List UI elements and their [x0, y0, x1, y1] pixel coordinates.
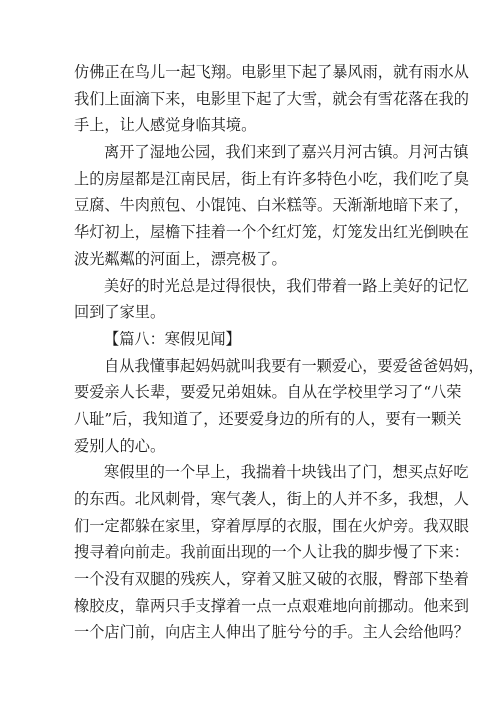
text-line: 爱别人的心。 [74, 436, 166, 455]
text-line: 橡胶皮，靠两只手支撑着一点一点艰难地向前挪动。他来到 [74, 596, 469, 615]
text-line: 搜寻着向前走。我前面出现的一个人让我的脚步慢了下来： [74, 543, 469, 562]
text-line: 要爱亲人长辈，要爱兄弟姐妹。自从在学校里学习了“八荣 [74, 383, 462, 402]
text-line: 手上，让人感觉身临其境。 [74, 116, 257, 135]
paragraph-first-line: 美好的时光总是过得很快，我们带着一路上美好的记忆 [104, 276, 469, 295]
text-line: 华灯初上，屋檐下挂着一个个红灯笼，灯笼发出红光倒映在 [74, 223, 469, 242]
article-body [74, 59, 484, 646]
text-line: 一个店门前，向店主人伸出了脏兮兮的手。主人会给他吗？ [74, 623, 469, 642]
text-line: 上的房屋都是江南民居，街上有许多特色小吃，我们吃了臭 [74, 169, 469, 188]
text-line: 仿佛正在鸟儿一起飞翔。电影里下起了暴风雨，就有雨水从 [74, 63, 469, 81]
paragraph-first-line: 寒假里的一个早上，我揣着十块钱出了门，想买点好吃 [104, 463, 469, 482]
text-line: 一个没有双腿的残疾人，穿着又脏又破的衣服，臀部下垫着 [74, 570, 469, 589]
text-line: 们一定都躲在家里，穿着厚厚的衣服，围在火炉旁。我双眼 [74, 516, 469, 535]
paragraph-first-line: 自从我懂事起妈妈就叫我要有一颗爱心，要爱爸爸妈妈， [104, 356, 484, 375]
text-line: 波光粼粼的河面上，漂亮极了。 [74, 249, 287, 268]
text-line: 八耻”后，我知道了，还要爱身边的所有的人，要有一颗关 [74, 409, 462, 428]
text-line: 豆腐、牛肉煎包、小馄饨、白米糕等。天渐渐地暗下来了， [74, 196, 469, 215]
paragraph-first-line: 离开了湿地公园，我们来到了嘉兴月河古镇。月河古镇 [104, 143, 469, 162]
section-heading: 【篇八：寒假见闻】 [104, 329, 241, 348]
text-line: 的东西。北风刺骨，寒气袭人，街上的人并不多，我想，人 [74, 490, 469, 508]
text-line: 我们上面滴下来，电影里下起了大雪，就会有雪花落在我的 [74, 89, 469, 108]
text-line: 回到了家里。 [74, 303, 166, 322]
